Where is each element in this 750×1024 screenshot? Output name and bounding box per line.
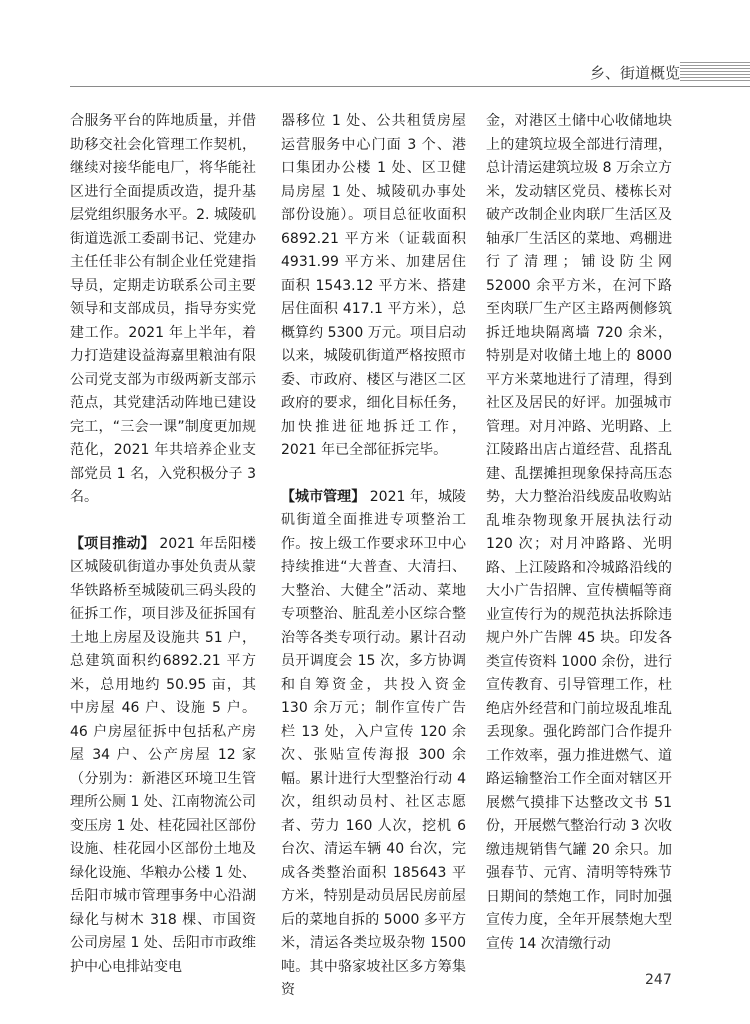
text-column-2: [281, 110, 466, 998]
page-number: 247: [645, 972, 672, 988]
paragraph: 器移位 1 处、公共租赁房屋运营服务中心门面 3 个、港口集团办公楼 1 处、区卫健局房屋 1 处、城陵矶办事处部份设施）。项目总征收面积 6892.21 平方米（证载面积 4931.99 平方米、加建居住面积 1543.12 平方米、搭建居住面积 417.1 平方米），总概算约 5300 万元。项目启动以来，城陵矶街道严格按照市委、市政府、楼区与港区二区政府的要求，细化目标任务，加快推进征地拆迁工作，2021 年已全部征拆完毕。: [281, 113, 466, 458]
header-divider: [70, 86, 750, 87]
section-heading: 【项目推动】: [70, 535, 155, 552]
paragraph-text: 2021 年，城陵矶街道全面推进专项整治工作。按上级工作要求环卫中心持续推进“大普查、大清扫、大整治、大健全”活动、菜地专项整治、脏乱差小区综合整治等各类专项行动。累计召动员开调度会 15 次，多方协调和自筹资金，共投入资金 130 余万元；制作宣传广告栏 13 处，入户宣传 120 余次、张贴宣传海报 300 余幅。累计进行大型整治行动 4 次，组织动员村、社区志愿者、劳力 160 人次，挖机 6 台次、清运车辆 40 台次，完成各类整治面积 185643 平方米，特别是动员居民房前屋后的菜地自拆的 5000 多平方米，清运各类垃圾杂物 1500 吨。其中骆家坡社区多方筹集资: [281, 488, 466, 998]
paragraph-text: 2021 年岳阳楼区城陵矶街道办事处负责从蒙华铁路桥至城陵矶三码头段的征拆工作，项目涉及征拆国有土地上房屋及设施共 51 户，总建筑面积约6892.21 平方米，总用地约 50.95 亩，其中房屋 46 户、设施 5 户。46 户房屋征拆中包括私产房屋 34 户、公产房屋 12 家（分别为：新港区环境卫生管理所公厕 1 处、江南物流公司变压房 1 处、桂花园社区部份设施、桂花园小区部份土地及绿化设施、华粮办公楼 1 处、岳阳市城市管理事务中心沿湖绿化与树木 318 棵、市国资公司房屋 1 处、岳阳市市政维护中心电排站变电: [70, 535, 256, 975]
section-heading: 【城市管理】: [281, 488, 366, 505]
text-column-1: [70, 110, 256, 975]
running-header-title: 乡、街道概览: [590, 64, 681, 82]
text-column-3: [486, 110, 672, 950]
header-decoration: [680, 62, 750, 82]
paragraph: [70, 533, 256, 980]
paragraph: 金，对港区土储中心收储地块上的建筑垃圾全部进行清理，总计清运建筑垃圾 8 万余立方米，发动辖区党员、楼栋长对破产改制企业肉联厂生活区及轴承厂生活区的菜地、鸡棚进行了清理；铺设防尘网 52000 余平方米，在河下路至肉联厂生产区主路两侧修筑拆迁地块隔离墙 720 余米，特别是对收储土地上的 8000 平方米菜地进行了清理，得到社区及居民的好评。加强城市管理。对月冲路、光明路、上江陵路出店占道经营、乱搭乱建、乱摆摊担现象保持高压态势，大力整治沿线废品收购站乱堆杂物现象开展执法行动 120 次；对月冲路路、光明路、上江陵路和冷城路沿线的大小广告招牌、宣传横幅等商业宣传行为的规范执法拆除违规户外广告牌 45 块。印发各类宣传资料 1000 余份，进行宣传教育、引导管理工作，杜绝店外经营和门前垃圾乱堆乱丢现象。强化跨部门合作提升工作效率，强力推进燃气、道路运输整治工作全面对辖区开展燃气摸排下达整改文书 51 份，开展燃气整治行动 3 次收缴违规销售气罐 20 余只。加强春节、元宵、清明等特殊节日期间的禁炮工作，同时加强宣传力度，全年开展禁炮大型宣传 14 次清缴行动: [486, 113, 672, 952]
paragraph: 合服务平台的阵地质量，并借助移交社会化管理工作契机，继续对接华能电厂，将华能社区进行全面提质改造，提升基层党组织服务水平。2. 城陵矶街道选派工委副书记、党建办主任任非公有制企业任党建指导员，定期走访联系公司主要领导和支部成员，指导夯实党建工作。2021 年上半年，着力打造建设益海嘉里粮油有限公司党支部为市级两新支部示范点，其党建活动阵地已建设完工，“三会一课”制度更加规范化，2021 年共培养企业支部党员 1 名，入党积极分子 3 名。: [70, 113, 256, 505]
paragraph: [281, 486, 466, 1003]
